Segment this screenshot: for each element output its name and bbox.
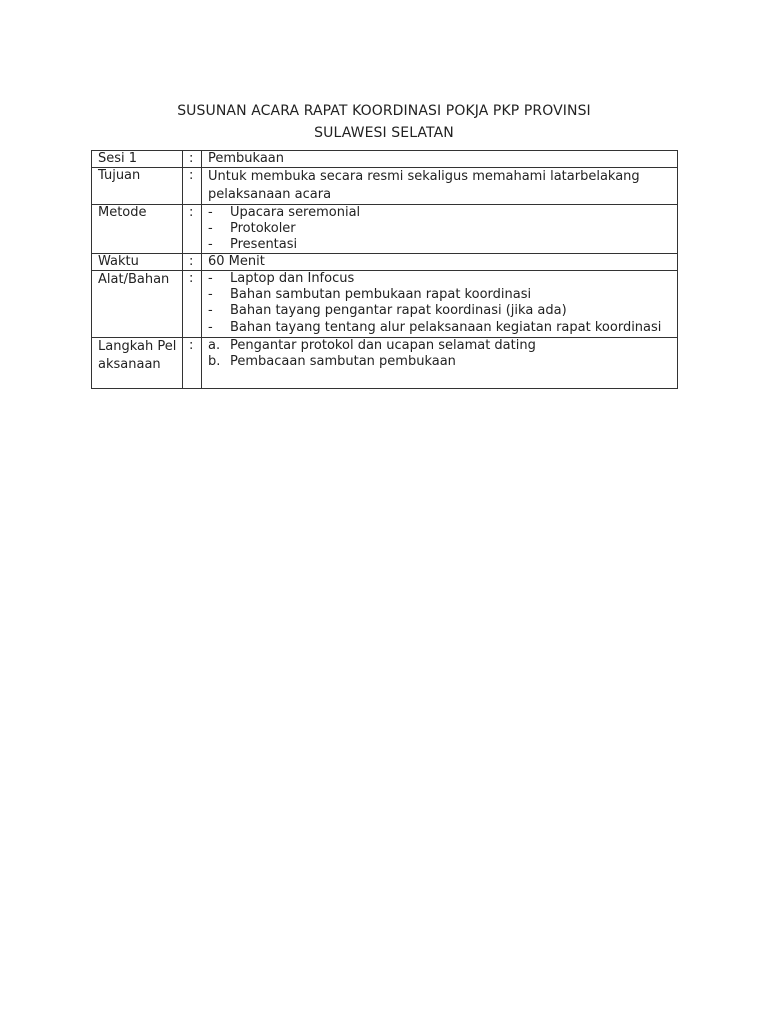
alat-bahan-separator: : xyxy=(183,271,202,338)
list-item xyxy=(208,271,677,287)
sesi-label: Sesi 1 xyxy=(92,151,183,168)
alat-bahan-list xyxy=(208,271,677,337)
table-row-sesi xyxy=(92,151,678,168)
list-item xyxy=(208,237,677,253)
tujuan-value: Untuk membuka secara resmi sekaligus memahami latarbelakang pelaksanaan acara xyxy=(202,168,678,205)
sesi-separator: : xyxy=(183,151,202,168)
document-title xyxy=(0,100,768,144)
tujuan-separator: : xyxy=(183,168,202,205)
list-marker: - xyxy=(208,221,213,236)
list-marker: - xyxy=(208,237,213,252)
langkah-list xyxy=(208,338,677,370)
list-marker: b. xyxy=(208,354,221,369)
waktu-separator: : xyxy=(183,254,202,271)
table-row-metode xyxy=(92,205,678,254)
metode-label: Metode xyxy=(92,205,183,254)
list-item xyxy=(208,319,677,337)
list-item xyxy=(208,221,677,237)
list-item-text: Protokoler xyxy=(230,221,296,236)
waktu-value: 60 Menit xyxy=(202,254,678,271)
list-marker: - xyxy=(208,303,213,318)
list-item xyxy=(208,338,677,354)
list-item-text: Bahan sambutan pembukaan rapat koordinasi xyxy=(230,287,532,302)
list-item-text: Bahan tayang pengantar rapat koordinasi (jika ada) xyxy=(230,303,567,318)
table-row-alat-bahan xyxy=(92,271,678,338)
list-item xyxy=(208,287,677,303)
list-item-text: Presentasi xyxy=(230,237,298,252)
list-marker: - xyxy=(208,320,213,335)
alat-bahan-label: Alat/Bahan xyxy=(92,271,183,338)
metode-list xyxy=(208,205,677,253)
list-item xyxy=(208,303,677,319)
list-marker: - xyxy=(208,287,213,302)
table-row-tujuan xyxy=(92,168,678,205)
title-line-1: SUSUNAN ACARA RAPAT KOORDINASI POKJA PKP PROVINSI xyxy=(177,103,591,119)
list-marker: - xyxy=(208,271,213,286)
sesi-value: Pembukaan xyxy=(202,151,678,168)
list-marker: - xyxy=(208,205,213,220)
metode-separator: : xyxy=(183,205,202,254)
langkah-value xyxy=(202,338,678,389)
list-marker: a. xyxy=(208,338,221,353)
table-row-waktu xyxy=(92,254,678,271)
title-line-2: SULAWESI SELATAN xyxy=(314,125,454,141)
list-item-text: Pengantar protokol dan ucapan selamat dating xyxy=(230,338,536,353)
metode-value xyxy=(202,205,678,254)
table-row-langkah xyxy=(92,338,678,389)
waktu-label: Waktu xyxy=(92,254,183,271)
list-item-text: Pembacaan sambutan pembukaan xyxy=(230,354,456,369)
langkah-label: Langkah Pelaksanaan xyxy=(92,338,183,389)
list-item-text: Bahan tayang tentang alur pelaksanaan kegiatan rapat koordinasi xyxy=(230,320,662,335)
list-item-text: Upacara seremonial xyxy=(230,205,361,220)
langkah-separator: : xyxy=(183,338,202,389)
list-item-text: Laptop dan Infocus xyxy=(230,271,355,286)
list-item xyxy=(208,205,677,221)
agenda-table xyxy=(91,150,678,389)
list-item xyxy=(208,354,677,370)
alat-bahan-value xyxy=(202,271,678,338)
tujuan-label: Tujuan xyxy=(92,168,183,205)
